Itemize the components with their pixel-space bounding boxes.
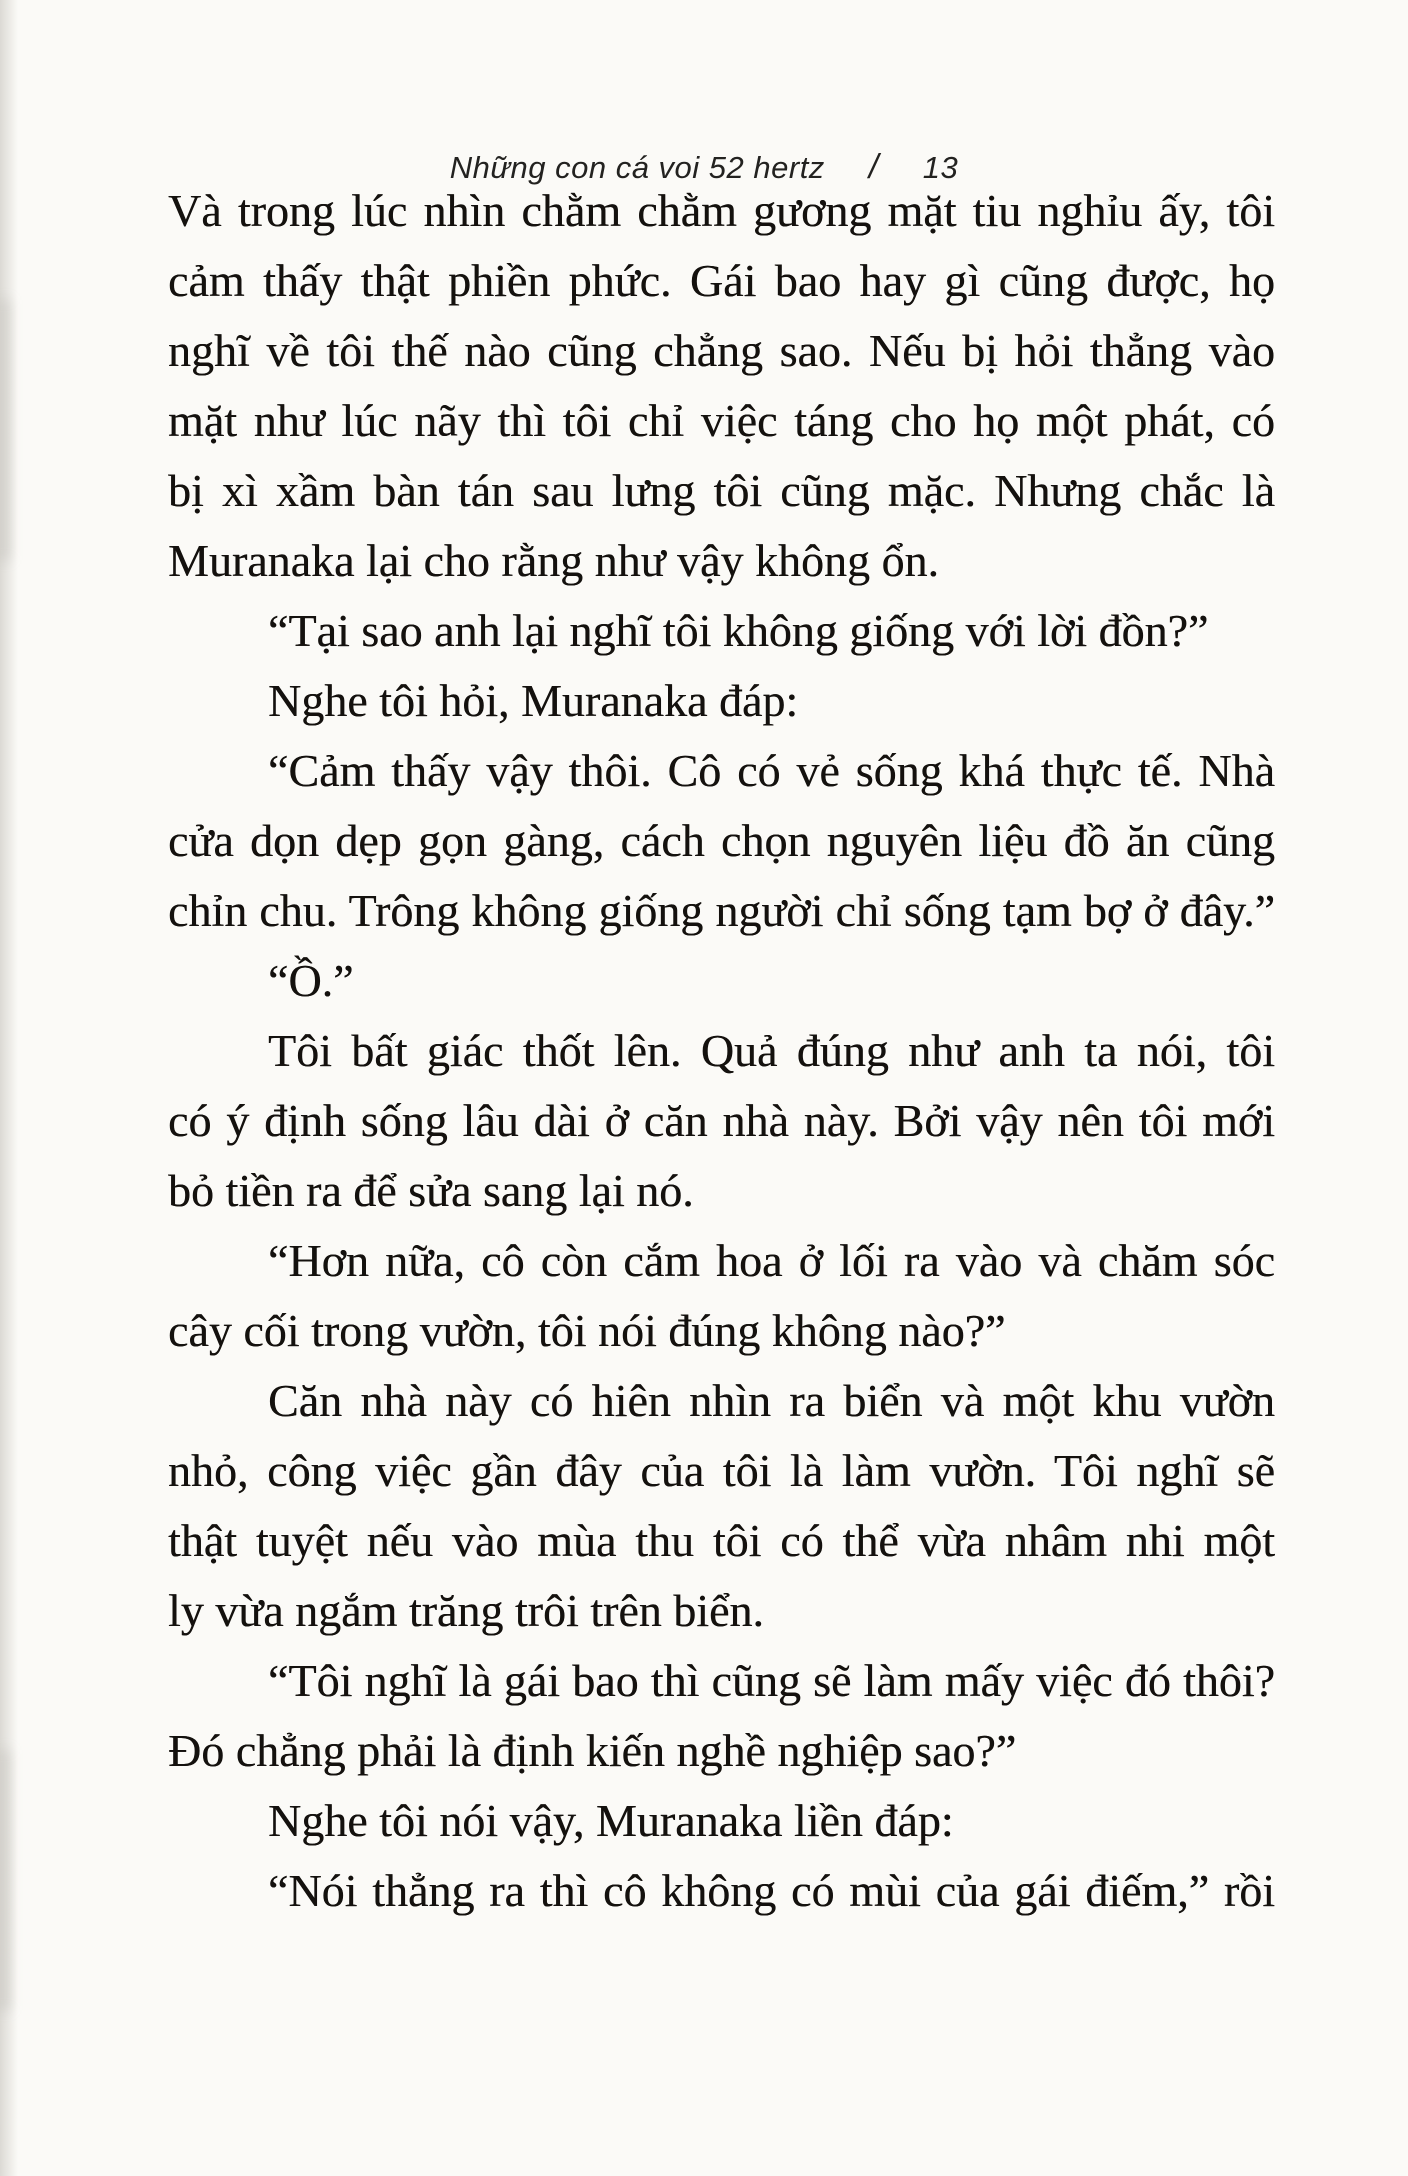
page-number: 13 <box>922 150 959 185</box>
body-line <box>168 596 1275 666</box>
body-line <box>168 1296 1275 1366</box>
body-text-block <box>168 176 1275 1926</box>
body-line-text: “Hơn nữa, cô còn cắm hoa ở lối ra vào và chăm sóc <box>268 1235 1275 1286</box>
body-line-text: nghĩ về tôi thế nào cũng chẳng sao. Nếu bị hỏi thẳng vào <box>168 325 1275 376</box>
body-line <box>168 1086 1275 1156</box>
body-line-text: “Tôi nghĩ là gái bao thì cũng sẽ làm mấy việc đó thôi? <box>268 1655 1275 1706</box>
body-line-text: chỉn chu. Trông không giống người chỉ sống tạm bợ ở đây.” <box>168 885 1275 936</box>
body-line-text: “Nói thẳng ra thì cô không có mùi của gái điếm,” rồi <box>268 1865 1275 1916</box>
body-line-text: Và trong lúc nhìn chằm chằm gương mặt tiu nghỉu ấy, tôi <box>168 185 1275 236</box>
body-line <box>168 526 1275 596</box>
body-line <box>168 1436 1275 1506</box>
body-line-text: Muranaka lại cho rằng như vậy không ổn. <box>168 535 939 586</box>
body-line-text: cửa dọn dẹp gọn gàng, cách chọn nguyên liệu đồ ăn cũng <box>168 815 1275 866</box>
body-line-text: Nghe tôi hỏi, Muranaka đáp: <box>268 675 799 726</box>
body-line <box>168 666 1275 736</box>
body-line-text: “Tại sao anh lại nghĩ tôi không giống với lời đồn?” <box>268 605 1209 656</box>
body-line <box>168 456 1275 526</box>
body-line-text: “Ồ.” <box>268 955 354 1006</box>
body-line-text: mặt như lúc nãy thì tôi chỉ việc táng cho họ một phát, có <box>168 395 1275 446</box>
body-line-text: cảm thấy thật phiền phức. Gái bao hay gì cũng được, họ <box>168 255 1275 306</box>
body-line-text: Tôi bất giác thốt lên. Quả đúng như anh ta nói, tôi <box>268 1025 1275 1076</box>
body-line-text: có ý định sống lâu dài ở căn nhà này. Bởi vậy nên tôi mới <box>168 1095 1275 1146</box>
body-line <box>168 1506 1275 1576</box>
body-line-text: ly vừa ngắm trăng trôi trên biển. <box>168 1585 764 1636</box>
body-line <box>168 1226 1275 1296</box>
body-line-text: bị xì xầm bàn tán sau lưng tôi cũng mặc. Nhưng chắc là <box>168 465 1275 516</box>
body-line <box>168 1366 1275 1436</box>
body-line-text: bỏ tiền ra để sửa sang lại nó. <box>168 1165 694 1216</box>
body-line-text: Đó chẳng phải là định kiến nghề nghiệp sao?” <box>168 1725 1017 1776</box>
body-line <box>168 946 1275 1016</box>
body-line <box>168 386 1275 456</box>
body-line <box>168 1156 1275 1226</box>
body-line <box>168 1786 1275 1856</box>
body-line <box>168 176 1275 246</box>
scan-artifact <box>0 300 10 560</box>
body-line <box>168 1856 1275 1926</box>
body-line-text: thật tuyệt nếu vào mùa thu tôi có thể vừa nhâm nhi một <box>168 1515 1275 1566</box>
body-line <box>168 316 1275 386</box>
body-line <box>168 1646 1275 1716</box>
body-line-text: Căn nhà này có hiên nhìn ra biển và một khu vườn <box>268 1375 1275 1426</box>
body-line <box>168 806 1275 876</box>
body-line <box>168 246 1275 316</box>
header-separator: / <box>868 148 879 186</box>
body-line-text: Nghe tôi nói vậy, Muranaka liền đáp: <box>268 1795 954 1846</box>
body-line <box>168 1016 1275 1086</box>
body-line <box>168 1716 1275 1786</box>
scan-artifact <box>0 1750 10 2010</box>
book-title: Những con cá voi 52 hertz <box>449 150 825 185</box>
body-line-text: “Cảm thấy vậy thôi. Cô có vẻ sống khá thực tế. Nhà <box>268 745 1275 796</box>
body-line <box>168 876 1275 946</box>
body-line-text: cây cối trong vườn, tôi nói đúng không nào?” <box>168 1305 1006 1356</box>
body-line-text: nhỏ, công việc gần đây của tôi là làm vườn. Tôi nghĩ sẽ <box>168 1445 1275 1496</box>
body-line <box>168 736 1275 806</box>
body-line <box>168 1576 1275 1646</box>
